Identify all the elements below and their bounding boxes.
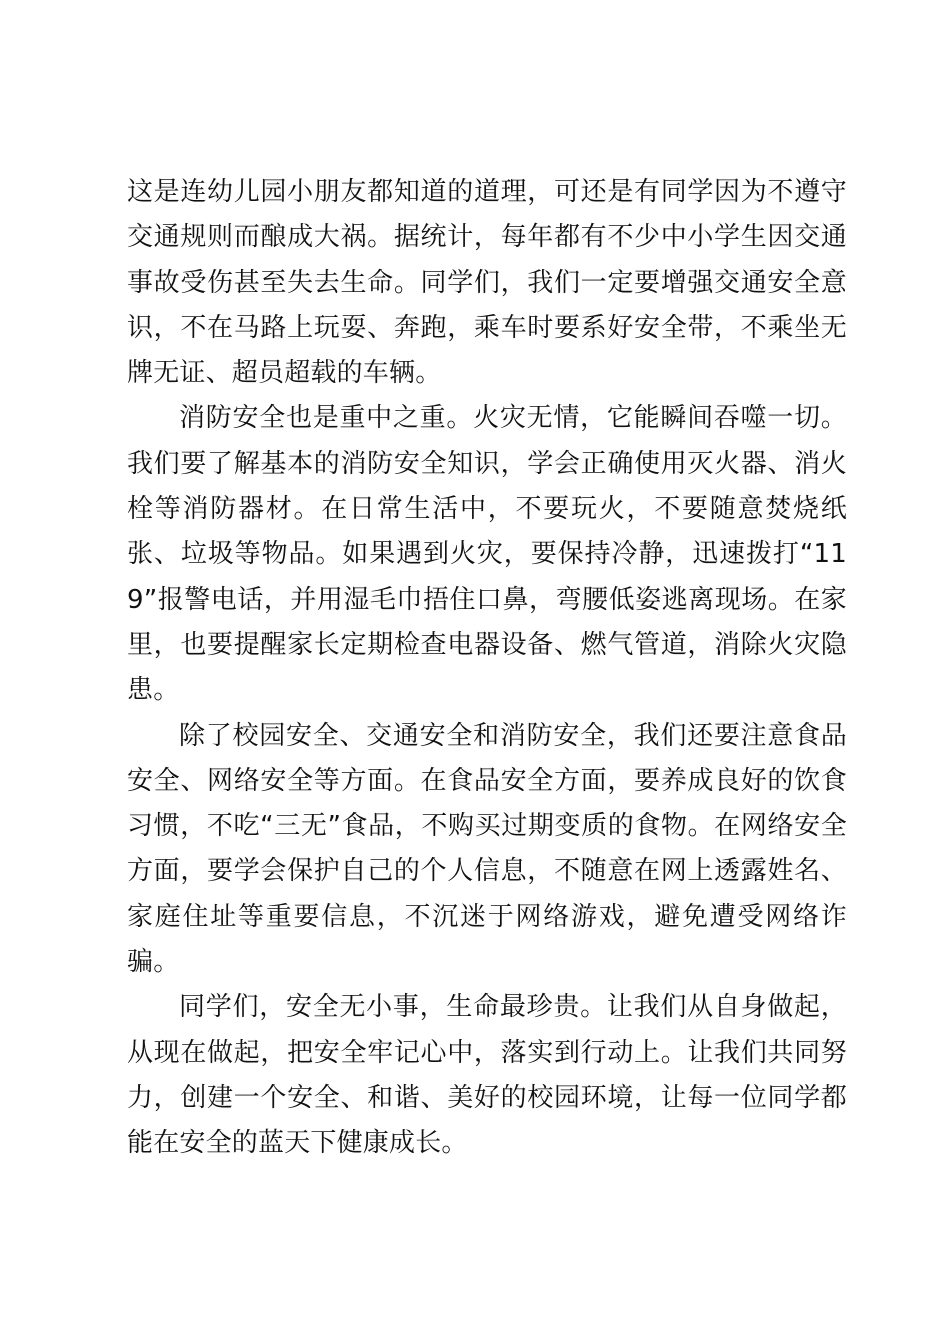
paragraph-fire-safety: 消防安全也是重中之重。火灾无情，它能瞬间吞噬一切。我们要了解基本的消防安全知识，学会正确使用灭火器、消火栓等消防器材。在日常生活中，不要玩火，不要随意焚烧纸张、垃圾等物品。如果遇到火灾，要保持冷静，迅速拨打“119”报警电话，并用湿毛巾捂住口鼻，弯腰低姿逃离现场。在家里，也要提醒家长定期检查电器设备、燃气管道，消除火灾隐患。 [127,403,847,706]
document-body [127,170,847,1167]
paragraph-conclusion: 同学们，安全无小事，生命最珍贵。让我们从自身做起，从现在做起，把安全牢记心中，落实到行动上。让我们共同努力，创建一个安全、和谐、美好的校园环境，让每一位同学都能在安全的蓝天下健康成长。 [127,992,847,1159]
paragraph-food-network-safety: 除了校园安全、交通安全和消防安全，我们还要注意食品安全、网络安全等方面。在食品安全方面，要养成良好的饮食习惯，不吃“三无”食品，不购买过期变质的食物。在网络安全方面，要学会保护自己的个人信息，不随意在网上透露姓名、家庭住址等重要信息，不沉迷于网络游戏，避免遭受网络诈骗。 [127,720,847,978]
paragraph-traffic-safety: 这是连幼儿园小朋友都知道的道理，可还是有同学因为不遵守交通规则而酿成大祸。据统计，每年都有不少中小学生因交通事故受伤甚至失去生命。同学们，我们一定要增强交通安全意识，不在马路上玩耍、奔跑，乘车时要系好安全带，不乘坐无牌无证、超员超载的车辆。 [127,177,847,389]
